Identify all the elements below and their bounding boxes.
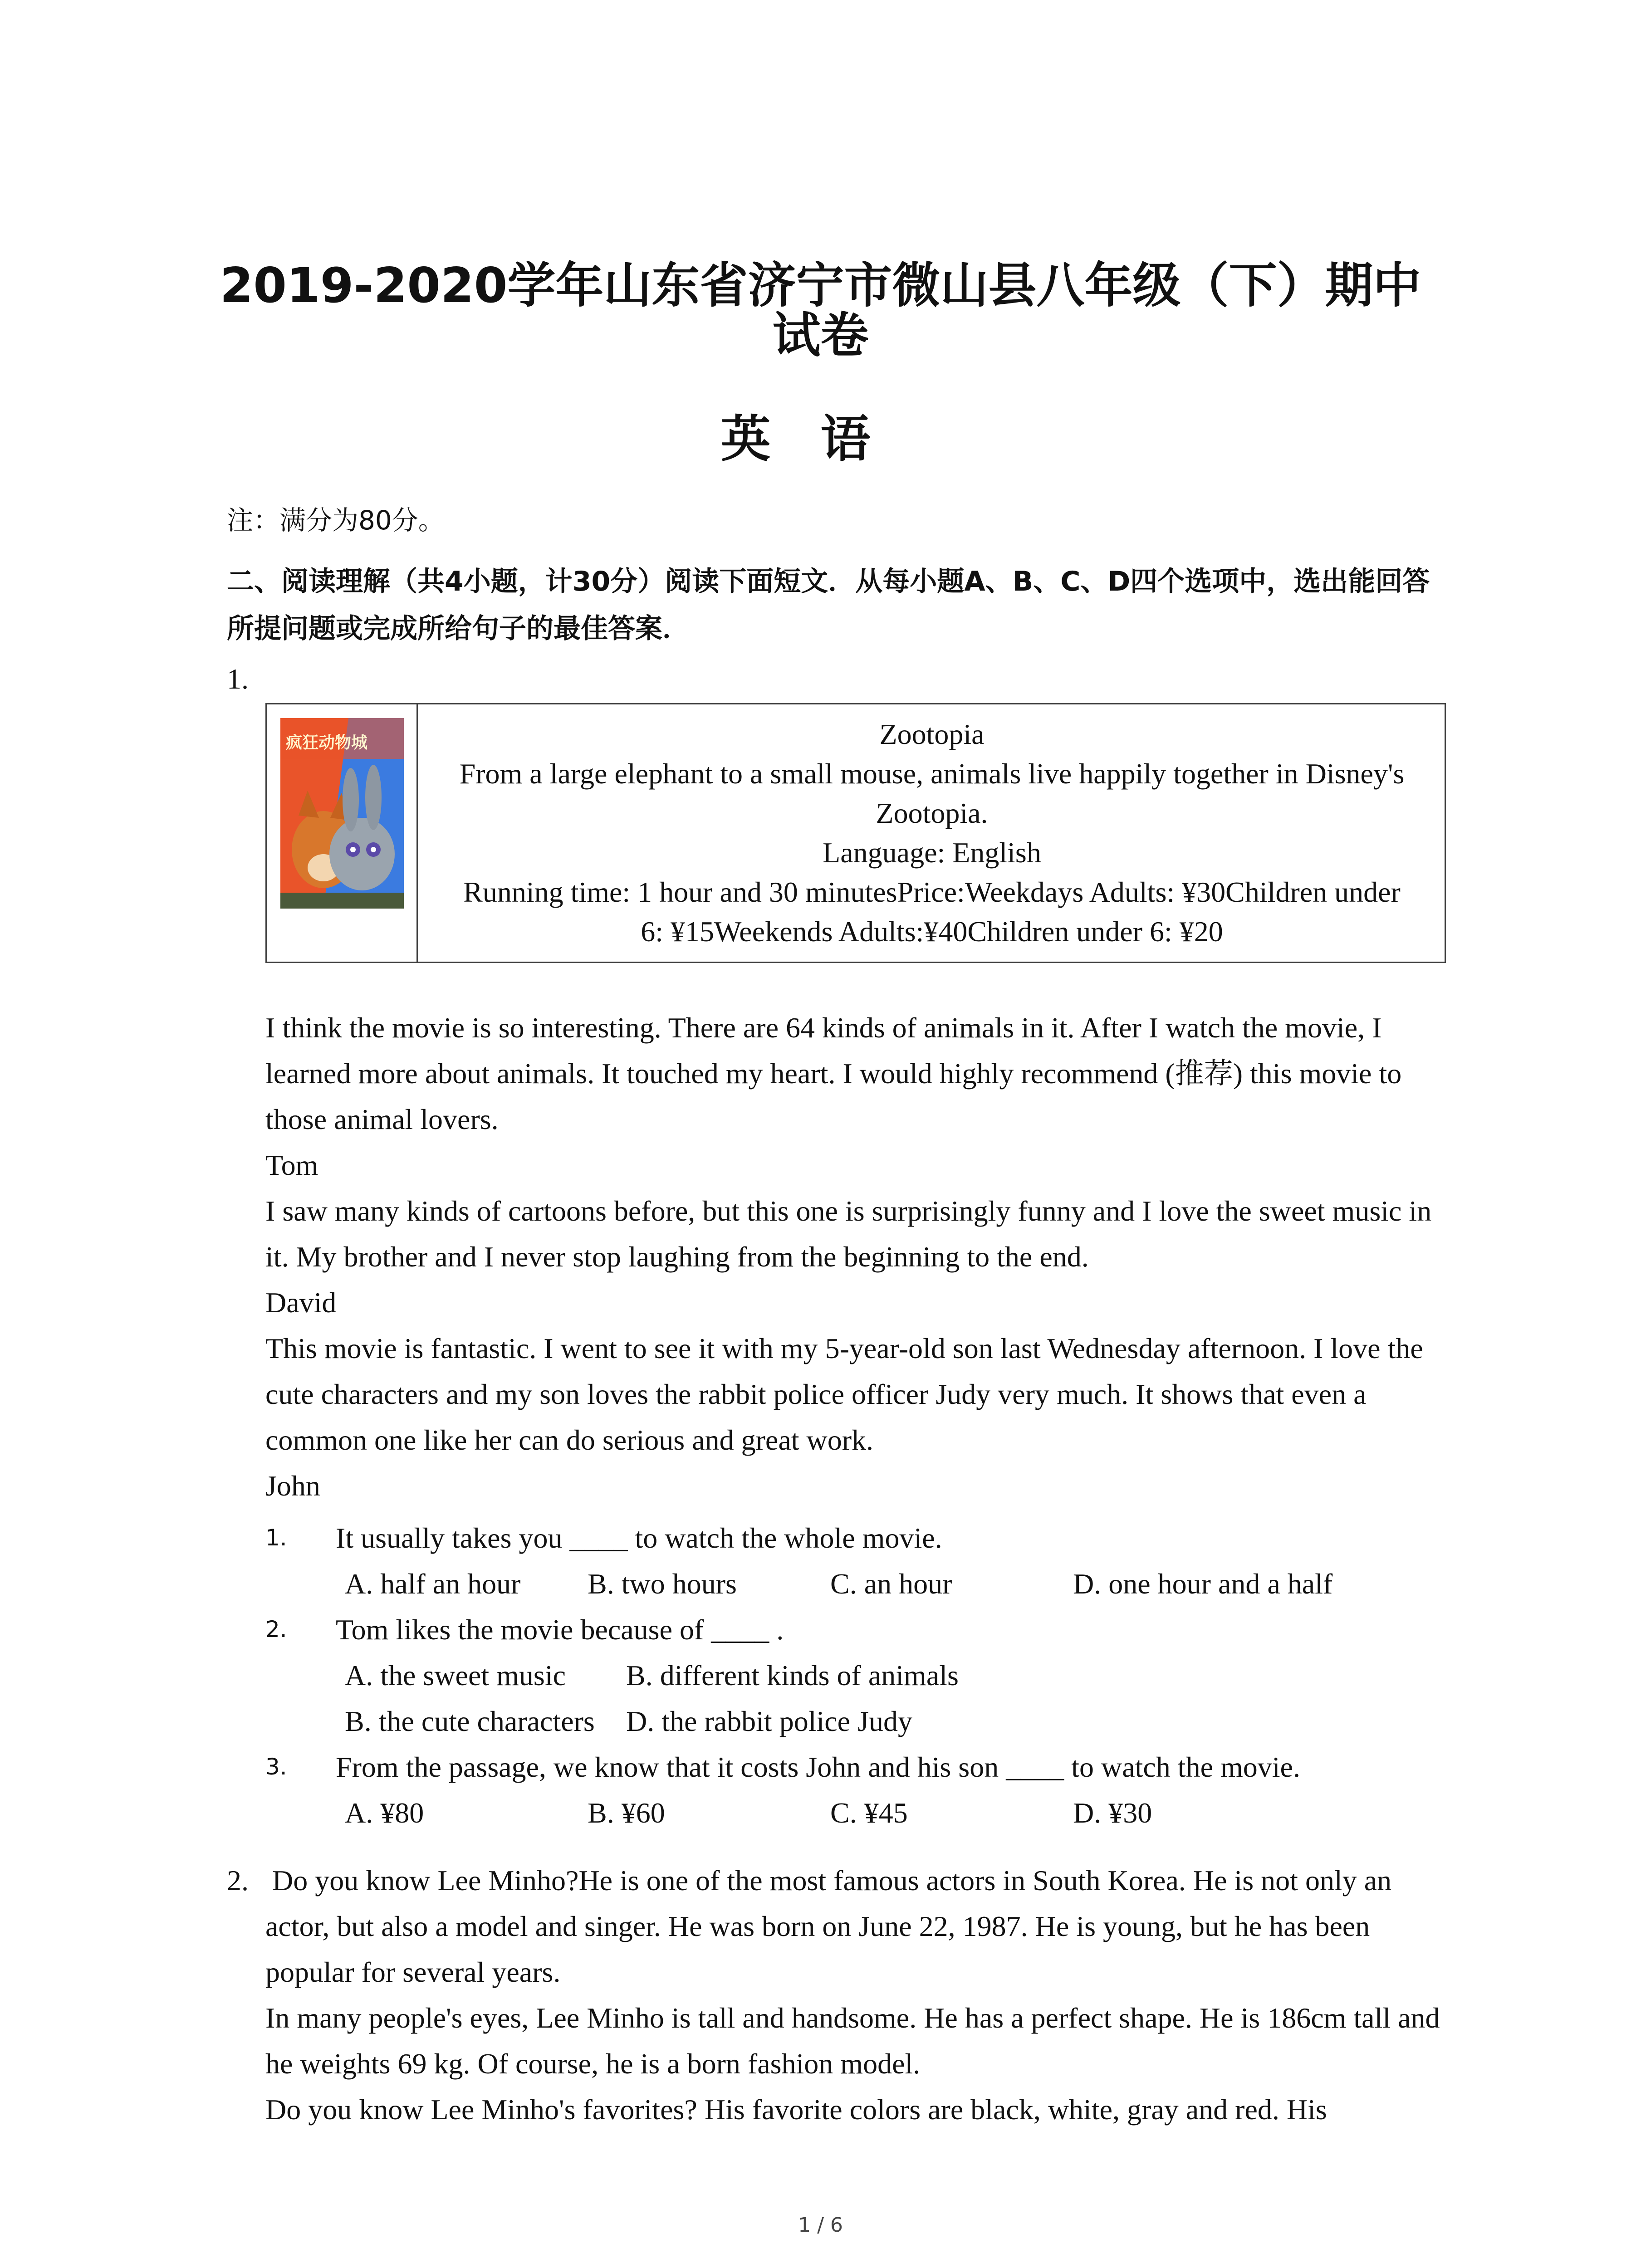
sub-question-stem: It usually takes you ____ to watch the whole movie. bbox=[336, 1522, 942, 1554]
exam-title-line2: 试卷 bbox=[772, 308, 869, 363]
sub-question-number: 3. bbox=[265, 1754, 287, 1780]
movie-description-line1: From a large elephant to a small mouse, animals live happily together in Disney's bbox=[459, 758, 1405, 790]
option-a[interactable]: A. ¥80 bbox=[345, 1797, 424, 1829]
review-tom-author: Tom bbox=[265, 1149, 318, 1181]
exam-title-line1: 2019-2020学年山东省济宁市微山县八年级（下）期中 bbox=[220, 258, 1421, 313]
review-john-author: John bbox=[265, 1470, 320, 1502]
question-number-1: 1. bbox=[227, 663, 249, 695]
movie-info-table bbox=[265, 703, 1446, 963]
movie-description-line2: Zootopia. bbox=[876, 797, 988, 829]
option-c[interactable]: C. ¥45 bbox=[830, 1797, 908, 1829]
movie-title: Zootopia bbox=[879, 718, 985, 750]
page-number: 1 / 6 bbox=[798, 2214, 843, 2237]
movie-info-text bbox=[419, 714, 1445, 951]
review-david-author: David bbox=[265, 1286, 337, 1319]
passage-2-paragraph-1: Do you know Lee Minho?He is one of the most famous actors in South Korea. He is not only an actor, but also a model and singer. He was born on June 22, 1987. He is young, but he has been popular for several years. bbox=[265, 1864, 1392, 1988]
section-heading: 二、阅读理解（共4小题，计30分）阅读下面短文．从每小题A、B、C、D四个选项中，选出能回答所提问题或完成所给句子的最佳答案． bbox=[227, 566, 1430, 645]
option-d[interactable]: D. ¥30 bbox=[1073, 1797, 1152, 1829]
score-note: 注：满分为80分。 bbox=[227, 505, 445, 536]
option-c[interactable]: C. an hour bbox=[830, 1568, 952, 1600]
subject-title: 英语 bbox=[720, 410, 921, 468]
passage-2-paragraph-2: In many people's eyes, Lee Minho is tall and handsome. He has a perfect shape. He is 186cm tall and he weights 69 kg. Of course, he is a born fashion model. bbox=[265, 2002, 1440, 2080]
passage-2-paragraph-3: Do you know Lee Minho's favorites? His favorite colors are black, white, gray and red. His bbox=[265, 2093, 1327, 2126]
option-c[interactable]: B. the cute characters bbox=[345, 1705, 595, 1737]
poster-cell bbox=[267, 704, 418, 962]
option-a[interactable]: A. half an hour bbox=[345, 1568, 521, 1600]
option-b[interactable]: B. different kinds of animals bbox=[626, 1659, 959, 1691]
movie-language: Language: English bbox=[823, 836, 1041, 869]
option-a[interactable]: A. the sweet music bbox=[345, 1659, 566, 1691]
review-john-text: This movie is fantastic. I went to see it with my 5-year-old son last Wednesday afternoon. I love the cute characters and my son loves the rabbit police officer Judy very much. It shows that even a common one like her can do serious and great work. bbox=[265, 1332, 1423, 1456]
movie-running-time-price: Running time: 1 hour and 30 minutesPrice:Weekdays Adults: ¥30Children under bbox=[463, 876, 1401, 908]
poster-title: 疯狂动物城 bbox=[286, 733, 368, 752]
reviews-block bbox=[265, 1005, 1454, 1509]
sub-question-stem: From the passage, we know that it costs John and his son ____ to watch the movie. bbox=[336, 1751, 1300, 1783]
sub-question-number: 1. bbox=[265, 1525, 287, 1551]
option-d[interactable]: D. the rabbit police Judy bbox=[626, 1705, 912, 1737]
sub-question-number: 2. bbox=[265, 1616, 287, 1642]
movie-price-continued: 6: ¥15Weekends Adults:¥40Children under 6: ¥20 bbox=[641, 915, 1223, 948]
review-david-text: I saw many kinds of cartoons before, but this one is surprisingly funny and I love the sweet music in it. My brother and I never stop laughing from the beginning to the end. bbox=[265, 1195, 1432, 1273]
sub-question-stem: Tom likes the movie because of ____ . bbox=[336, 1613, 784, 1646]
option-d[interactable]: D. one hour and a half bbox=[1073, 1568, 1333, 1600]
review-tom-text: I think the movie is so interesting. There are 64 kinds of animals in it. After I watch the movie, I learned more about animals. It touched my heart. I would highly recommend (推荐) this movie to those animal lovers. bbox=[265, 1012, 1402, 1135]
passage-2 bbox=[265, 1857, 1454, 1995]
option-b[interactable]: B. ¥60 bbox=[588, 1797, 665, 1829]
passage-2-rest bbox=[265, 1995, 1454, 2132]
option-b[interactable]: B. two hours bbox=[588, 1568, 737, 1600]
question-number-2: 2. bbox=[227, 1864, 249, 1897]
zootopia-movie-poster-icon bbox=[280, 718, 404, 909]
